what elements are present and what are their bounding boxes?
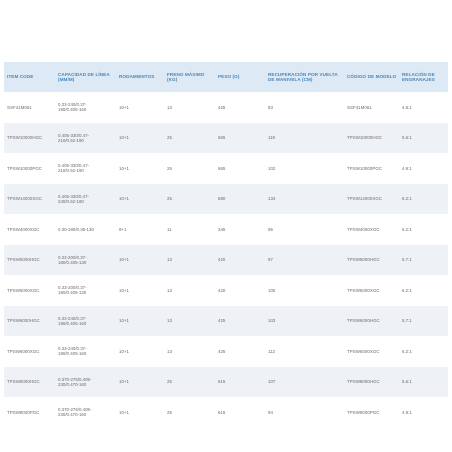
recuperacion-cell: 103 xyxy=(265,306,344,337)
capacidad-line-2: 230/0.470-160 xyxy=(58,381,87,387)
table-row xyxy=(4,397,448,428)
table-row xyxy=(4,336,448,367)
capacidad-cell xyxy=(55,275,116,306)
header-freno: FRENO MÁXIMO (KG) xyxy=(164,62,215,92)
item-code-cell: TPSW5000XGC xyxy=(4,275,55,306)
item-code-cell: TPSW10000PGC xyxy=(4,153,55,184)
recuperacion-cell: 134 xyxy=(265,184,344,215)
recuperacion-cell: 97 xyxy=(265,245,344,276)
peso-cell: 615 xyxy=(215,397,265,428)
codigo-cell: TPSW4000XGC xyxy=(344,214,399,245)
capacidad-line-2: 190/0.405-160 xyxy=(58,351,87,357)
capacidad-cell xyxy=(55,245,116,276)
capacidad-line-2: 210/0.52-190 xyxy=(58,137,84,143)
header-relacion: RELACIÓN DE ENGRANAJES xyxy=(399,62,448,92)
rodamientos-cell: 10+1 xyxy=(116,184,164,215)
capacidad-line-1: 0.370-275/0.405- xyxy=(58,376,92,382)
recuperacion-cell: 118 xyxy=(265,123,344,154)
codigo-cell: TPSW5000XGC xyxy=(344,275,399,306)
recuperacion-cell: 107 xyxy=(265,367,344,398)
freno-cell: 25 xyxy=(164,184,215,215)
capacidad-cell xyxy=(55,397,116,428)
capacidad-line-1: 0.30-180/0.35-130 xyxy=(58,226,94,232)
codigo-cell: TPSW10000HGC xyxy=(344,123,399,154)
relacion-cell: 6.2:1 xyxy=(399,275,448,306)
capacidad-cell xyxy=(55,184,116,215)
header-capacidad: CAPACIDAD DE LÍNEA (MM/M) xyxy=(55,62,116,92)
capacidad-line-2: 210/0.52-190 xyxy=(58,168,84,174)
table-row xyxy=(4,214,448,245)
header-rodamientos: RODAMIENTOS xyxy=(116,62,164,92)
capacidad-line-1: 0.405-330/0.47- xyxy=(58,193,90,199)
peso-cell: 420 xyxy=(215,245,265,276)
header-peso: PESO (G) xyxy=(215,62,265,92)
rodamientos-cell: 10+1 xyxy=(116,367,164,398)
freno-cell: 13 xyxy=(164,92,215,123)
codigo-cell: TPSW5000HGC xyxy=(344,245,399,276)
capacidad-line-2: 190/0.405-160 xyxy=(58,320,87,326)
freno-cell: 11 xyxy=(164,214,215,245)
item-code-cell: TPSW14000XGC xyxy=(4,184,55,215)
freno-cell: 13 xyxy=(164,336,215,367)
peso-cell: 345 xyxy=(215,214,265,245)
table-row xyxy=(4,306,448,337)
capacidad-cell xyxy=(55,306,116,337)
peso-cell: 680 xyxy=(215,184,265,215)
recuperacion-cell: 112 xyxy=(265,336,344,367)
capacidad-line-1: 0.33-240/0.37- xyxy=(58,315,87,321)
capacidad-line-2: 230/0.470-160 xyxy=(58,412,87,418)
relacion-cell: 4.9:1 xyxy=(399,153,448,184)
relacion-cell: 6.2:1 xyxy=(399,336,448,367)
freno-cell: 13 xyxy=(164,306,215,337)
table-row xyxy=(4,184,448,215)
table-row xyxy=(4,367,448,398)
capacidad-line-1: 0.405-330/0.47- xyxy=(58,132,90,138)
rodamientos-cell: 10+1 xyxy=(116,336,164,367)
relacion-cell: 5.7:1 xyxy=(399,306,448,337)
specifications-table xyxy=(4,62,448,428)
rodamientos-cell: 10+1 xyxy=(116,245,164,276)
capacidad-line-1: 0.33-200/0.37- xyxy=(58,254,87,260)
relacion-cell: 5.7:1 xyxy=(399,245,448,276)
capacidad-cell xyxy=(55,214,116,245)
codigo-cell: TPSW6000HGC xyxy=(344,306,399,337)
header-recuperacion: RECUPERACIÓN POR VUELTA DE MANIVELA (CM) xyxy=(265,62,344,92)
rodamientos-cell: 10+1 xyxy=(116,306,164,337)
freno-cell: 25 xyxy=(164,123,215,154)
capacidad-line-2: 180/0.405-130 xyxy=(58,259,87,265)
recuperacion-cell: 105 xyxy=(265,275,344,306)
capacidad-line-2: 190/0.405-160 xyxy=(58,107,87,113)
rodamientos-cell: 10+1 xyxy=(116,153,164,184)
peso-cell: 420 xyxy=(215,275,265,306)
capacidad-line-1: 0.33-200/0.37- xyxy=(58,285,87,291)
relacion-cell: 6.2:1 xyxy=(399,214,448,245)
rodamientos-cell: 10+1 xyxy=(116,275,164,306)
relacion-cell: 4.9:1 xyxy=(399,397,448,428)
capacidad-cell xyxy=(55,123,116,154)
freno-cell: 13 xyxy=(164,275,215,306)
capacidad-line-1: 0.33-240/0.37- xyxy=(58,346,87,352)
freno-cell: 25 xyxy=(164,397,215,428)
codigo-cell: SSF41M061 xyxy=(344,92,399,123)
relacion-cell: 6.2:1 xyxy=(399,184,448,215)
rodamientos-cell: 9+1 xyxy=(116,214,164,245)
codigo-cell: TPSW10000PGC xyxy=(344,153,399,184)
peso-cell: 425 xyxy=(215,306,265,337)
capacidad-line-1: 0.370-275/0.405- xyxy=(58,407,92,413)
capacidad-line-1: 0.33-240/0.37- xyxy=(58,102,87,108)
peso-cell: 425 xyxy=(215,336,265,367)
item-code-cell: TPSW4000XGC xyxy=(4,214,55,245)
codigo-cell: TPSW6000XGC xyxy=(344,336,399,367)
capacidad-cell xyxy=(55,153,116,184)
capacidad-cell xyxy=(55,92,116,123)
relacion-cell: 4.8:1 xyxy=(399,92,448,123)
codigo-cell: TPSW14000XGC xyxy=(344,184,399,215)
freno-cell: 13 xyxy=(164,245,215,276)
table-row xyxy=(4,92,448,123)
capacidad-line-1: 0.405-330/0.47- xyxy=(58,163,90,169)
codigo-cell: TPSW8000PGC xyxy=(344,397,399,428)
capacidad-line-2: 240/0.52-180 xyxy=(58,198,84,204)
item-code-cell: TPSW8000HGC xyxy=(4,367,55,398)
table-row xyxy=(4,153,448,184)
freno-cell: 25 xyxy=(164,367,215,398)
peso-cell: 615 xyxy=(215,367,265,398)
rodamientos-cell: 10+1 xyxy=(116,92,164,123)
item-code-cell: TPSW5000HGC xyxy=(4,245,55,276)
item-code-cell: TPSW10000HGC xyxy=(4,123,55,154)
table-body xyxy=(4,92,448,428)
item-code-cell: SSF41M061 xyxy=(4,92,55,123)
capacidad-line-2: 180/0.405-130 xyxy=(58,290,87,296)
peso-cell: 665 xyxy=(215,153,265,184)
recuperacion-cell: 94 xyxy=(265,397,344,428)
recuperacion-cell: 102 xyxy=(265,153,344,184)
freno-cell: 25 xyxy=(164,153,215,184)
peso-cell: 665 xyxy=(215,123,265,154)
recuperacion-cell: 95 xyxy=(265,214,344,245)
table-row xyxy=(4,123,448,154)
header-item-code: ITEM CODE xyxy=(4,62,55,92)
table-row xyxy=(4,275,448,306)
recuperacion-cell: 83 xyxy=(265,92,344,123)
peso-cell: 425 xyxy=(215,92,265,123)
table-header-row xyxy=(4,62,448,92)
rodamientos-cell: 10+1 xyxy=(116,123,164,154)
item-code-cell: TPSW6000XGC xyxy=(4,336,55,367)
header-codigo: CÓDIGO DE MODELO xyxy=(344,62,399,92)
table-row xyxy=(4,245,448,276)
capacidad-cell xyxy=(55,367,116,398)
relacion-cell: 5.6:1 xyxy=(399,123,448,154)
item-code-cell: TPSW6000HGC xyxy=(4,306,55,337)
capacidad-cell xyxy=(55,336,116,367)
rodamientos-cell: 10+1 xyxy=(116,397,164,428)
codigo-cell: TPSW8000HGC xyxy=(344,367,399,398)
relacion-cell: 5.6:1 xyxy=(399,367,448,398)
item-code-cell: TPSW8000PGC xyxy=(4,397,55,428)
